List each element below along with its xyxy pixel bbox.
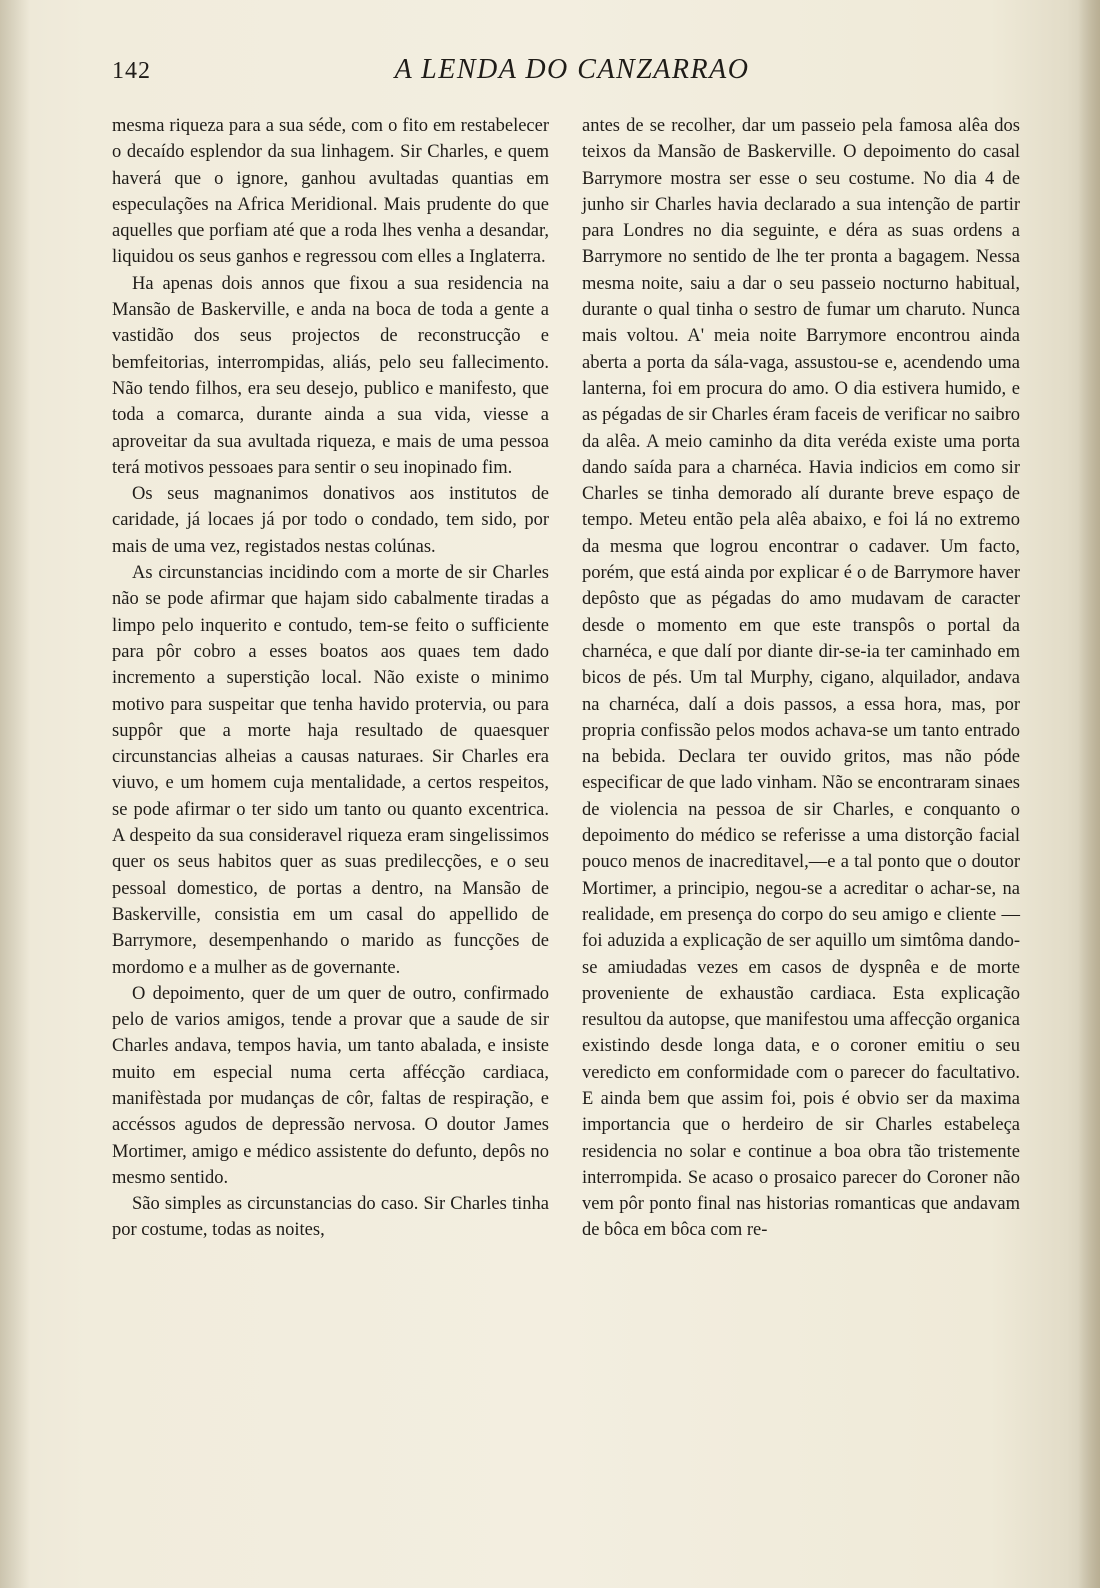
paragraph: São simples as circunstancias do caso. Sir Charles tinha por costume, todas as noites,	[112, 1194, 549, 1241]
paragraph: O depoimento, quer de um quer de outro, confirmado pelo de varios amigos, tende a provar que a saude de sir Charles andava, tempos havia, um tanto abalada, e insiste muito em especial numa certa affécção cardiaca, manifèstada por mudanças de côr, faltas de respiração, e accéssos agudos de depressão nervosa. O doutor James Mortimer, amigo e médico assistente do defunto, depôs no mesmo sentido.	[112, 983, 549, 1188]
running-title: A LENDA DO CANZARRAO	[394, 54, 750, 85]
left-column	[112, 113, 549, 1244]
paragraph: Os seus magnanimos donativos aos institutos de caridade, já locaes já por todo o condado, tem sido, por mais de uma vez, registados nestas colúnas.	[112, 484, 549, 557]
right-column	[582, 113, 1020, 1244]
paragraph: As circunstancias incidindo com a morte de sir Charles não se pode afirmar que hajam sido cabalmente tiradas a limpo pelo inquerito e contudo, tem-se feito o sufficiente para pôr cobro a esses boatos aos quaes tem dado incremento a superstição local. Não existe o minimo motivo para suspeitar que tenha havido protervia, ou para suppôr que a morte haja resultado de quaesquer circunstancias alheias a causas naturaes. Sir Charles era viuvo, e um homem cuja mentalidade, a certos respeitos, se pode afirmar o ter sido um tanto ou quanto excentrica. A despeito da sua consideravel riqueza eram singelissimos quer os seus habitos quer as suas predilecções, e o seu pessoal domestico, de portas a dentro, na Mansão de Baskerville, consistia em um casal do appellido de Barrymore, desempenhando o marido as funcções de mordomo e a mulher as de governante.	[112, 563, 549, 978]
paragraph: mesma riqueza para a sua séde, com o fito em restabelecer o decaído esplendor da sua linhagem. Sir Charles, e quem haverá que o ignore, ganhou avultadas quantias em especulações na Africa Meridional. Mais prudente do que aquelles que porfiam até que a roda lhes venha a desandar, liquidou os seus ganhos e regressou com elles a Inglaterra.	[112, 116, 549, 268]
gutter-shadow	[0, 0, 30, 1588]
page-edge	[1078, 0, 1100, 1588]
page-header	[112, 54, 1032, 94]
page-number: 142	[112, 58, 151, 84]
paragraph: Ha apenas dois annos que fixou a sua residencia na Mansão de Baskerville, e anda na boca de toda a gente a vastidão dos seus projectos de reconstrucção e bemfeitorias, interrompidas, aliás, pelo seu fallecimento. Não tendo filhos, era seu desejo, publico e manifesto, que toda a comarca, durante ainda a sua vida, viesse a aproveitar da sua avultada riqueza, e mais de uma pessoa terá motivos pessoaes para sentir o seu inopinado fim.	[112, 273, 549, 478]
paragraph: antes de se recolher, dar um passeio pela famosa alêa dos teixos da Mansão de Baskerville. O depoimento do casal Barrymore mostra ser esse o seu costume. No dia 4 de junho sir Charles havia declarado a sua intenção de partir para Londres no dia seguinte, e déra as suas ordens a Barrymore no sentido de lhe ter pronta a bagagem. Nessa mesma noite, saiu a dar o seu passeio nocturno habitual, durante o qual tinha o sestro de fumar um charuto. Nunca mais voltou. A' meia noite Barrymore encontrou ainda aberta a porta da sála-vaga, assustou-se e, acendendo uma lanterna, foi em procura do amo. O dia estivera humido, e as pégadas de sir Charles éram faceis de verificar no saibro da alêa. A meio caminho da dita veréda existe uma porta dando saída para a charnéca. Havia indicios em como sir Charles se tinha demorado alí durante breve espaço de tempo. Meteu então pela alêa abaixo, e foi lá no extremo da mesma que logrou encontrar o cadaver. Um facto, porém, que está ainda por explicar é o de Barrymore haver depôsto que as pégadas do amo mudavam de caracter desde o momento em que este transpôs o portal da charnéca, e que dalí por diante dir-se-ia ter caminhado em bicos de pés. Um tal Murphy, cigano, alquilador, andava na charnéca, dalí a dois passos, a essa hora, mas, por propria confissão pelos modos achava-se um tanto entrado na bebida. Declara ter ouvido gritos, mas não póde especificar de que lado vinham. Não se encontraram sinaes de violencia na pessoa de sir Charles, e conquanto o depoimento do médico se referisse a uma distorção facial pouco menos de inacreditavel,—e a tal ponto que o doutor Mortimer, a principio, negou-se a acreditar o achar-se, na realidade, em presença do corpo do seu amigo e cliente — foi aduzida a explicação de ser aquillo um simtôma dando-se amiudadas vezes em casos de dyspnêa e de morte proveniente de exhaustão cardiaca. Esta explicação resultou da autopse, que manifestou uma affecção organica existindo desde longa data, e o coroner emitiu o seu veredicto em conformidade com o parecer do facultativo. E ainda bem que assim foi, pois é obvio ser da maxima importancia que o herdeiro de sir Charles estabeleça residencia no solar e continue a boa obra tão tristemente interrompida. Se acaso o prosaico parecer do Coroner não vem pôr ponto final nas historias romanticas que andavam de bôca em bôca com re-	[582, 116, 1020, 1241]
